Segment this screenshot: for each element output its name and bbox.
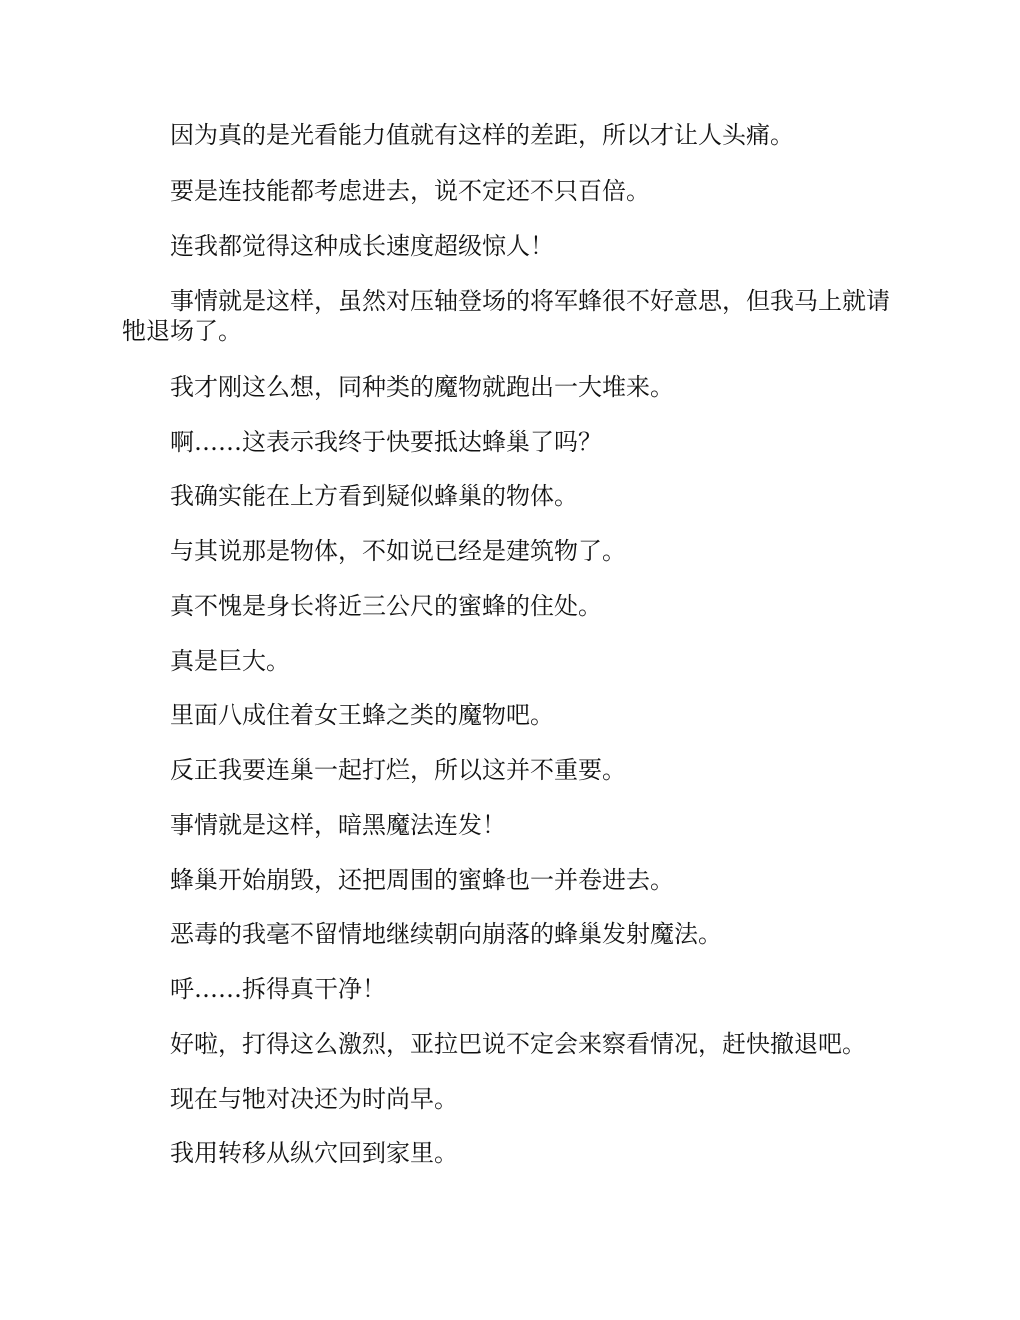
paragraph: 反正我要连巢一起打烂，所以这并不重要。 [170,756,626,784]
paragraph: 蜂巢开始崩毁，还把周围的蜜蜂也一并卷进去。 [170,866,674,894]
paragraph: 里面八成住着女王蜂之类的魔物吧。 [170,701,554,729]
paragraph: 好啦，打得这么激烈，亚拉巴说不定会来察看情况，赶快撤退吧。 [170,1030,866,1058]
paragraph: 啊……这表示我终于快要抵达蜂巢了吗？ [170,428,602,456]
paragraph: 因为真的是光看能力值就有这样的差距，所以才让人头痛。 [170,121,794,149]
paragraph: 与其说那是物体，不如说已经是建筑物了。 [170,537,626,565]
paragraph: 现在与牠对决还为时尚早。 [170,1085,458,1113]
paragraph: 恶毒的我毫不留情地继续朝向崩落的蜂巢发射魔法。 [170,920,722,948]
paragraph: 我才刚这么想，同种类的魔物就跑出一大堆来。 [170,373,674,401]
paragraph: 要是连技能都考虑进去，说不定还不只百倍。 [170,177,650,205]
paragraph: 真不愧是身长将近三公尺的蜜蜂的住处。 [170,592,602,620]
paragraph: 连我都觉得这种成长速度超级惊人！ [170,232,554,260]
paragraph: 我用转移从纵穴回到家里。 [170,1139,458,1167]
paragraph: 事情就是这样，虽然对压轴登场的将军蜂很不好意思，但我马上就请牠退场了。 [122,287,890,345]
paragraph: 呼……拆得真干净！ [170,975,386,1003]
paragraph: 真是巨大。 [170,647,290,675]
paragraph: 我确实能在上方看到疑似蜂巢的物体。 [170,482,578,510]
paragraph: 事情就是这样，暗黑魔法连发！ [170,811,506,839]
